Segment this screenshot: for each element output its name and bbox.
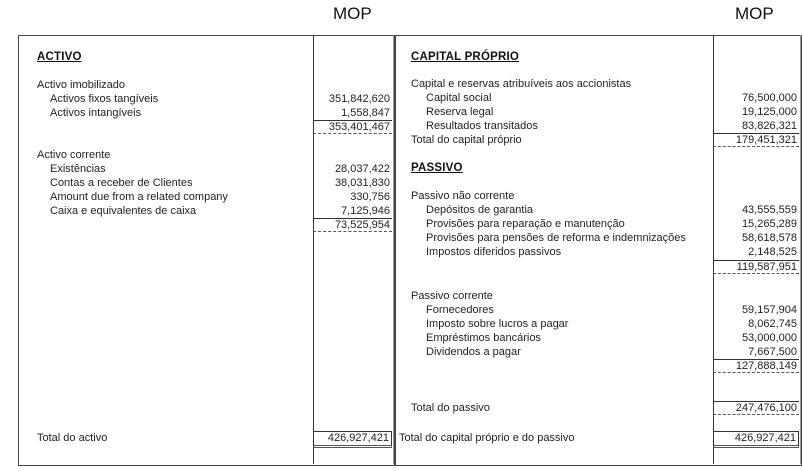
line-item-label: Existências [50, 163, 106, 175]
line-item-value: 8,062,745 [748, 318, 797, 330]
section-heading: PASSIVO [411, 162, 463, 174]
subtotal-value: 247,476,100 [713, 401, 799, 415]
line-item-label: Activos fixos tangíveis [50, 93, 159, 105]
line-item-value: 76,500,000 [741, 92, 797, 104]
line-item-label: Dividendos a pagar [426, 346, 521, 358]
line-item-label: Fornecedores [426, 304, 494, 316]
line-item-value: 38,031,830 [334, 177, 390, 189]
group-label: Passivo não corrente [411, 190, 515, 202]
line-item-value: 53,000,000 [741, 332, 797, 344]
line-item-label: Contas a receber de Clientes [50, 177, 193, 189]
line-item-label: Reserva legal [426, 106, 494, 118]
line-item-label: Total do activo [37, 432, 108, 444]
line-item-label: Depósitos de garantia [426, 204, 534, 216]
line-item-value: 1,558,847 [341, 107, 390, 119]
line-item-value: 58,618,578 [741, 232, 797, 244]
line-item-value: 7,125,946 [341, 205, 390, 217]
line-item-label: Provisões para pensões de reforma e indemnizações [426, 232, 686, 244]
subtotal-value: 119,587,951 [713, 260, 799, 274]
line-item-label: Total do capital próprio e do passivo [399, 432, 575, 444]
line-item-label: Capital social [426, 92, 492, 104]
line-item-label: Imposto sobre lucros a pagar [426, 318, 569, 330]
line-item-label: Total do passivo [411, 402, 490, 414]
line-item-value: 7,667,500 [748, 346, 797, 358]
line-item-value: 28,037,422 [334, 163, 390, 175]
group-label: Activo imobilizado [37, 79, 126, 91]
subtotal-value: 179,451,321 [713, 133, 799, 147]
line-item-value: 43,555,559 [741, 204, 797, 216]
line-item-value: 19,125,000 [741, 106, 797, 118]
currency-header-left: MOP [333, 4, 372, 23]
line-item-label: Amount due from a related company [50, 191, 228, 203]
line-item-label: Impostos diferidos passivos [426, 246, 562, 258]
line-item-label: Caixa e equivalentes de caixa [50, 205, 197, 217]
line-item-value: 351,842,620 [328, 93, 390, 105]
line-item-label: Provisões para reparação e manutenção [426, 218, 625, 230]
line-item-value: 2,148,525 [748, 246, 797, 258]
group-label: Passivo corrente [411, 290, 493, 302]
grand-total-value: 426,927,421 [313, 431, 392, 448]
group-label: Capital e reservas atribuíveis aos accionistas [411, 78, 632, 90]
subtotal-value: 353,401,467 [313, 120, 392, 134]
line-item-value: 59,157,904 [741, 304, 797, 316]
currency-header-right: MOP [735, 4, 774, 23]
line-item-label: Total do capital próprio [411, 134, 522, 146]
group-label: Activo corrente [37, 149, 111, 161]
line-item-label: Empréstimos bancários [426, 332, 541, 344]
subtotal-value: 127,888,149 [713, 359, 799, 373]
line-item-value: 330,756 [350, 191, 390, 203]
section-heading: CAPITAL PRÓPRIO [411, 51, 519, 63]
line-item-label: Resultados transitados [426, 120, 538, 132]
subtotal-value: 73,525,954 [313, 218, 392, 232]
grand-total-value: 426,927,421 [713, 431, 799, 448]
line-item-value: 83,826,321 [741, 120, 797, 132]
line-item-value: 15,265,289 [741, 218, 797, 230]
section-heading: ACTIVO [37, 51, 82, 63]
line-item-label: Activos intangíveis [50, 107, 142, 119]
